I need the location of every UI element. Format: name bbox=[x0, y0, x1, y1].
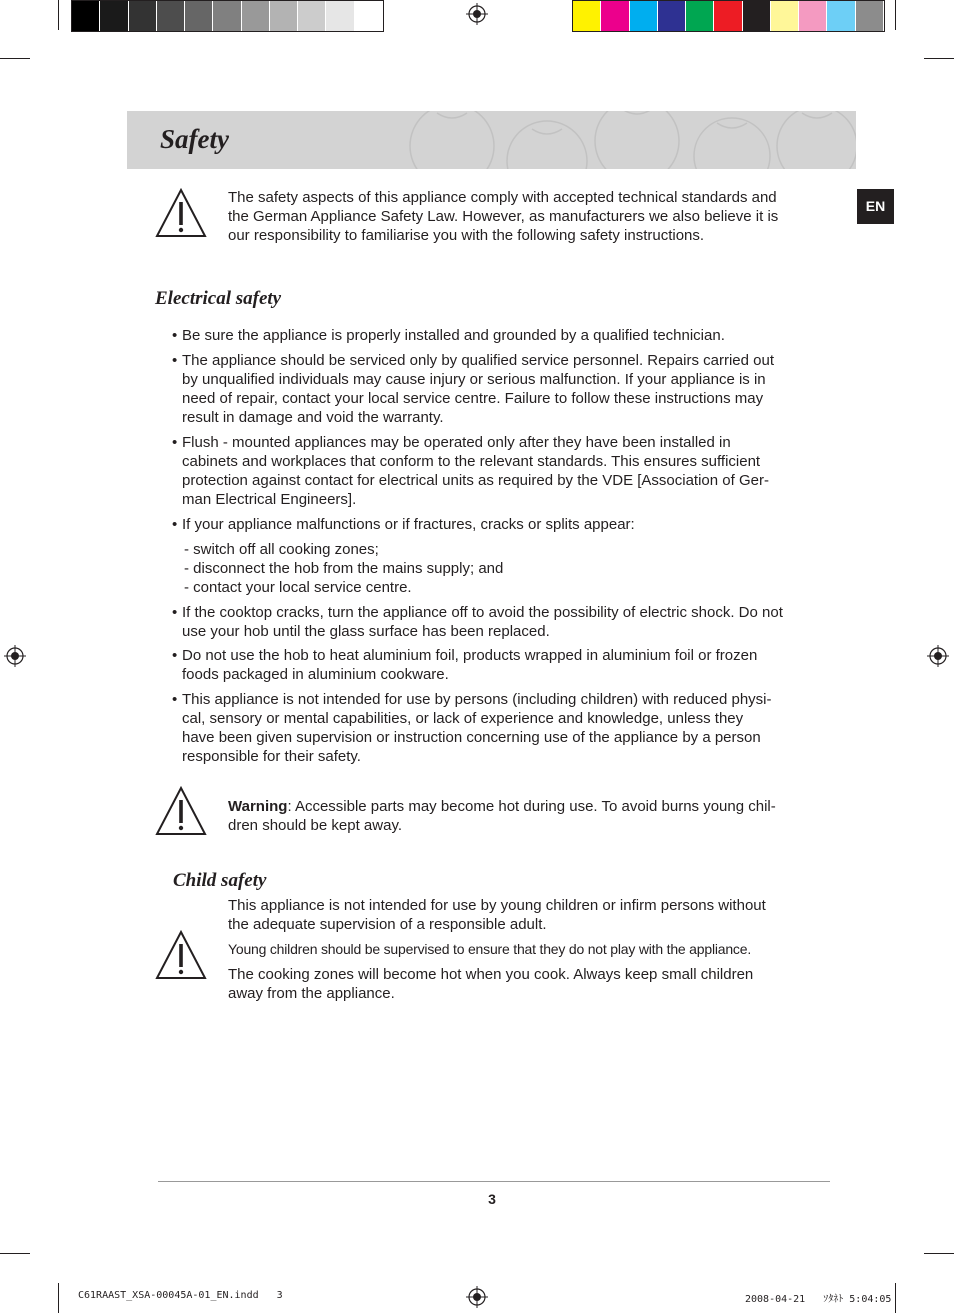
warning-text: : Accessible parts may become hot during use. To avoid burns young chil- bbox=[287, 798, 776, 815]
warning-triangle-icon bbox=[155, 786, 207, 836]
color-swatch bbox=[771, 1, 798, 31]
bullet-text: cal, sensory or mental capabilities, or lack of experience and knowledge, unless they bbox=[182, 710, 744, 727]
date-slug: 2008-04-21 ｿﾀﾈﾄ 5:04:05 bbox=[745, 1294, 892, 1305]
color-swatch bbox=[242, 1, 269, 31]
electrical-safety-heading: Electrical safety bbox=[155, 288, 282, 309]
color-swatch bbox=[714, 1, 741, 31]
bullet-text: man Electrical Engineers]. bbox=[182, 491, 357, 508]
color-swatch bbox=[129, 1, 156, 31]
warning-paragraph bbox=[228, 797, 828, 835]
bullet-text: have been given supervision or instruction concerning use of the appliance by a person bbox=[182, 729, 761, 746]
tomato-watermark-icon bbox=[397, 111, 856, 169]
color-swatch bbox=[185, 1, 212, 31]
child-line: The cooking zones will become hot when you cook. Always keep small children bbox=[228, 966, 754, 983]
registration-mark-icon bbox=[466, 3, 488, 25]
bullet-text: • If your appliance malfunctions or if fractures, cracks or splits appear: bbox=[182, 516, 635, 533]
child-paragraph bbox=[228, 965, 828, 1003]
child-safety-heading: Child safety bbox=[173, 870, 267, 891]
child-line: away from the appliance. bbox=[228, 985, 395, 1002]
color-swatch bbox=[270, 1, 297, 31]
crop-mark bbox=[895, 0, 896, 30]
bullet-item bbox=[172, 690, 842, 766]
bullet-text: need of repair, contact your local service centre. Failure to follow these instructions may bbox=[182, 390, 764, 407]
registration-mark-icon bbox=[466, 1286, 488, 1308]
color-swatch bbox=[658, 1, 685, 31]
bullet-text: • Be sure the appliance is properly installed and grounded by a qualified technician. bbox=[182, 327, 725, 344]
bullet-text: by unqualified individuals may cause injury or serious malfunction. If your appliance is in bbox=[182, 371, 766, 388]
registration-mark-icon bbox=[927, 645, 949, 667]
page-title: Safety bbox=[160, 124, 229, 154]
bullet-text: • If the cooktop cracks, turn the appliance off to avoid the possibility of electric shock. Do not bbox=[182, 604, 783, 621]
registration-mark-icon bbox=[4, 645, 26, 667]
language-tab: EN bbox=[857, 189, 894, 224]
child-paragraph bbox=[228, 896, 828, 934]
crop-mark bbox=[895, 1283, 896, 1313]
intro-line: our responsibility to familiarise you with the following safety instructions. bbox=[228, 227, 705, 244]
bullet-text: • The appliance should be serviced only by qualified service personnel. Repairs carried out bbox=[182, 352, 775, 369]
crop-mark bbox=[0, 58, 30, 59]
color-swatch bbox=[213, 1, 240, 31]
warning-line: dren should be kept away. bbox=[228, 817, 403, 834]
header-band bbox=[127, 111, 856, 169]
bullet-text: protection against contact for electrical units as required by the VDE [Association of Ger- bbox=[182, 472, 769, 489]
intro-line: The safety aspects of this appliance comply with accepted technical standards and bbox=[228, 189, 777, 206]
color-swatch bbox=[157, 1, 184, 31]
color-swatch bbox=[856, 1, 883, 31]
color-swatch bbox=[743, 1, 770, 31]
bullet-item bbox=[172, 433, 842, 509]
bullet-item bbox=[172, 351, 842, 427]
warning-triangle-icon bbox=[155, 188, 207, 238]
bullet-text: • Do not use the hob to heat aluminium foil, products wrapped in aluminium foil or frozen bbox=[182, 647, 758, 664]
color-swatch bbox=[355, 1, 382, 31]
color-swatch bbox=[630, 1, 657, 31]
warning-triangle-icon bbox=[155, 930, 207, 980]
crop-mark bbox=[58, 1283, 59, 1313]
bullet-text: • This appliance is not intended for use by persons (including children) with reduced physi- bbox=[182, 691, 772, 708]
bullet-text: • Flush - mounted appliances may be operated only after they have been installed in bbox=[182, 434, 731, 451]
bullet-item bbox=[172, 646, 842, 684]
warning-label: Warning bbox=[228, 798, 288, 815]
child-line: the adequate supervision of a responsible adult. bbox=[228, 916, 547, 933]
bullet-text: foods packaged in aluminium cookware. bbox=[182, 666, 449, 683]
bullet-text: cabinets and workplaces that conform to the relevant standards. This ensures sufficient bbox=[182, 453, 761, 470]
warning-line bbox=[228, 797, 828, 816]
footer-rule bbox=[158, 1181, 830, 1182]
bullet-item bbox=[172, 603, 842, 641]
sub-item: - contact your local service centre. bbox=[184, 579, 412, 596]
color-swatch bbox=[601, 1, 628, 31]
bullet-item bbox=[172, 326, 842, 345]
color-swatch bbox=[686, 1, 713, 31]
color-swatch bbox=[100, 1, 127, 31]
grayscale-color-bar bbox=[71, 0, 384, 32]
crop-mark bbox=[0, 1253, 30, 1254]
color-swatch bbox=[72, 1, 99, 31]
intro-line: the German Appliance Safety Law. However, as manufacturers we also believe it is bbox=[228, 208, 779, 225]
color-swatch bbox=[799, 1, 826, 31]
process-color-bar bbox=[572, 0, 885, 32]
intro-paragraph bbox=[228, 188, 828, 245]
bullet-item bbox=[172, 515, 842, 534]
color-swatch bbox=[827, 1, 854, 31]
bullet-text: result in damage and void the warranty. bbox=[182, 409, 444, 426]
child-line: This appliance is not intended for use by young children or infirm persons without bbox=[228, 897, 766, 914]
page-number: 3 bbox=[488, 1191, 496, 1207]
color-swatch bbox=[298, 1, 325, 31]
bullet-text: use your hob until the glass surface has been replaced. bbox=[182, 623, 550, 640]
sub-item: - disconnect the hob from the mains supply; and bbox=[184, 560, 504, 577]
color-swatch bbox=[326, 1, 353, 31]
child-paragraph: Young children should be supervised to ensure that they do not play with the appliance. bbox=[228, 941, 752, 957]
sub-item: - switch off all cooking zones; bbox=[184, 541, 379, 558]
crop-mark bbox=[924, 1253, 954, 1254]
crop-mark bbox=[58, 0, 59, 30]
bullet-text: responsible for their safety. bbox=[182, 748, 361, 765]
file-slug: C61RAAST_XSA-00045A-01_EN.indd 3 bbox=[78, 1290, 283, 1301]
crop-mark bbox=[924, 58, 954, 59]
color-swatch bbox=[573, 1, 600, 31]
